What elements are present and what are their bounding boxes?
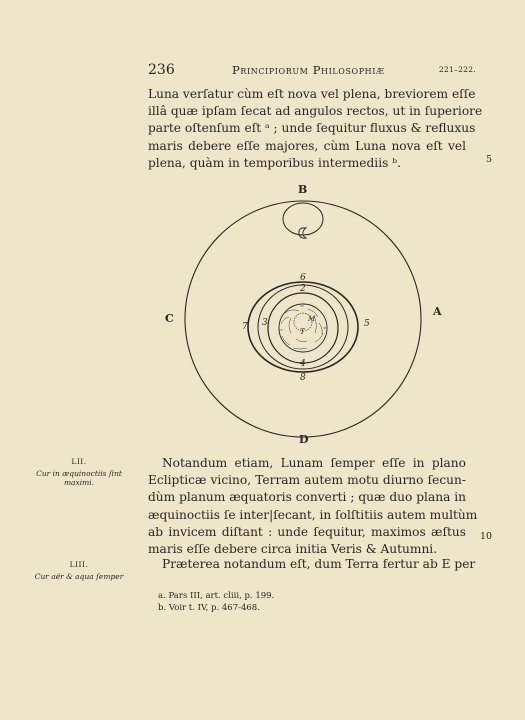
- text-line: illâ quæ ipſam ſecat ad angulos rectos, ut in ſuperiore: [148, 104, 483, 119]
- crescent-moon-icon: [299, 228, 306, 238]
- text-line: Eclipticæ vicino, Terram autem motu diurno ſecun-: [148, 473, 466, 488]
- margin-note-text: Cur aër & aqua ſemper: [34, 572, 124, 581]
- text-line: Præterea notandum eſt, dum Terra fertur ab E per: [162, 557, 476, 571]
- footnote-a: a. Pars III, art. cliii, p. 199.: [158, 591, 275, 601]
- footnote-b: b. Voir t. IV, p. 467-468.: [158, 602, 260, 613]
- num-5: 5: [364, 319, 370, 329]
- text-line: ab invicem diſtant : unde ſequitur, maximos æſtus: [148, 524, 466, 539]
- label-b: B: [298, 183, 308, 196]
- label-m: M: [308, 315, 316, 323]
- line-number-10: 10: [480, 531, 493, 542]
- margin-note-liii: [24, 560, 134, 581]
- text-line: maris eſſe debere circa initia Veris & Autumni.: [148, 542, 438, 557]
- running-header: [148, 62, 476, 80]
- running-title: Principiorum Philosophiæ: [232, 63, 385, 77]
- footnotes: [158, 591, 274, 614]
- num-8: 8: [300, 373, 306, 383]
- text-line: Luna verſatur cùm eſt nova vel plena, breviorem eſſe: [148, 87, 476, 101]
- text-line: maris debere eſſe majores, cùm Luna nova eſt vel: [148, 138, 466, 153]
- text-line: dùm planum æquatoris converti ; quæ duo plana in: [148, 490, 466, 505]
- label-t: T: [300, 328, 305, 336]
- paragraph-luna: [148, 86, 483, 172]
- tide-diagram: [160, 182, 460, 446]
- paragraph-praeterea: [148, 556, 476, 573]
- margin-note-number: LIII.: [69, 560, 89, 569]
- margin-note-number: LII.: [71, 457, 87, 466]
- outer-circle: [185, 201, 421, 437]
- inner-ring: [258, 285, 348, 369]
- page-number: 236: [148, 62, 175, 78]
- text-line: plena, quàm in temporibus intermediis ᵇ.: [148, 155, 401, 170]
- line-number-5: 5: [486, 154, 493, 165]
- num-6: 6: [300, 273, 306, 283]
- num-7: 7: [242, 322, 248, 332]
- section-reference: 221–222.: [438, 65, 476, 74]
- text-line: æquinoctiis ſe inter|ſecant, in ſolſtitiis autem multùm: [148, 507, 478, 522]
- text-line: Notandum etiam, Lunam ſemper eſſe in plano: [162, 456, 466, 470]
- label-a: A: [433, 305, 442, 318]
- paragraph-notandum: [148, 455, 478, 558]
- margin-note-text: Cur in æquinoctiis ſint maximi.: [36, 469, 122, 487]
- margin-note-lii: [24, 457, 134, 487]
- num-2: 2: [300, 284, 306, 294]
- text-line: parte oſtenſum eſt ᵃ ; unde ſequitur fluxus & refluxus: [148, 121, 476, 136]
- num-4: 4: [300, 359, 306, 369]
- moon-vortex: [283, 203, 323, 235]
- num-3: 3: [262, 318, 268, 328]
- label-d: D: [299, 433, 309, 446]
- label-c: C: [165, 312, 174, 325]
